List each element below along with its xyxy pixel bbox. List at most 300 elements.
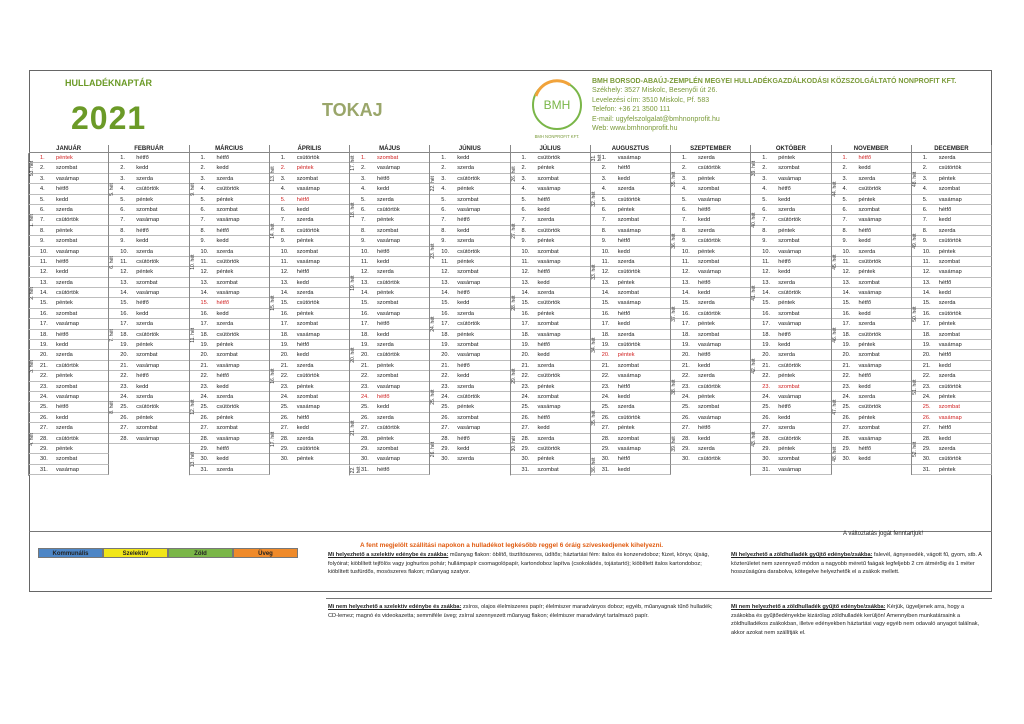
weekday-name: csütörtök bbox=[296, 300, 320, 307]
day-number: 21. bbox=[842, 362, 851, 369]
day-number: 4. bbox=[762, 186, 767, 193]
day-number: 6. bbox=[280, 206, 286, 213]
day-number: 23. bbox=[521, 383, 530, 390]
weekday-name: hétfő bbox=[617, 165, 631, 172]
day-number: 21. bbox=[601, 362, 610, 369]
day-number: 25. bbox=[682, 404, 690, 411]
day-row bbox=[109, 267, 189, 277]
day-number: 30. bbox=[521, 456, 530, 463]
day-number: 28. bbox=[441, 435, 450, 442]
weekday-name: kedd bbox=[296, 206, 309, 213]
weekday-name: szerda bbox=[778, 279, 796, 286]
day-number: 29. bbox=[40, 445, 48, 452]
day-number: 7. bbox=[842, 217, 848, 224]
weekday-name: hétfő bbox=[858, 373, 871, 380]
day-row bbox=[109, 153, 189, 163]
weekday-name: hétfő bbox=[296, 342, 310, 349]
weekday-name: hétfő bbox=[56, 186, 69, 193]
weekday-name: vasárnap bbox=[858, 435, 882, 442]
day-number: 23. bbox=[762, 383, 771, 390]
day-number: 30. bbox=[762, 456, 771, 463]
day-row bbox=[350, 371, 430, 381]
weekday-name: kedd bbox=[537, 206, 550, 213]
day-number: 9. bbox=[922, 238, 928, 245]
weekday-name: vasárnap bbox=[56, 466, 80, 473]
weekday-name: szombat bbox=[698, 258, 720, 265]
weekday-name: hétfő bbox=[56, 258, 69, 265]
day-row bbox=[832, 402, 912, 412]
weekday-name: hétfő bbox=[537, 342, 550, 349]
day-number: 29. bbox=[601, 445, 610, 452]
day-number: 10. bbox=[682, 248, 690, 255]
weekday-name: hétfő bbox=[537, 414, 550, 421]
day-row bbox=[29, 465, 109, 475]
day-number: 18. bbox=[601, 331, 610, 338]
weekday-name: hétfő bbox=[457, 290, 470, 297]
day-row bbox=[29, 319, 109, 329]
day-row bbox=[29, 298, 109, 308]
day-row bbox=[511, 319, 591, 329]
weekday-name: kedd bbox=[858, 456, 871, 463]
day-number: 1. bbox=[200, 155, 206, 161]
weekday-name: szombat bbox=[457, 196, 479, 203]
weekday-name: péntek bbox=[377, 290, 394, 297]
day-number: 16. bbox=[280, 310, 289, 317]
weekday-name: csütörtök bbox=[216, 404, 240, 411]
weekday-name: kedd bbox=[698, 217, 711, 224]
day-number: 23. bbox=[40, 383, 48, 390]
weekday-name: péntek bbox=[698, 175, 715, 182]
week-label: 26. hét bbox=[510, 153, 519, 195]
weekday-name: szerda bbox=[698, 227, 715, 234]
weekday-name: szombat bbox=[778, 310, 800, 317]
info-szelektiv-no bbox=[328, 603, 723, 620]
day-number: 18. bbox=[40, 331, 48, 338]
weekday-name: szerda bbox=[858, 321, 876, 328]
day-number: 16. bbox=[922, 310, 931, 317]
day-row bbox=[270, 361, 350, 371]
week-label: 30. hét bbox=[510, 413, 519, 475]
weekday-name: péntek bbox=[457, 258, 475, 265]
day-number: 2. bbox=[601, 165, 607, 172]
weekday-name: kedd bbox=[216, 456, 229, 463]
weekday-name: vasárnap bbox=[617, 300, 641, 307]
weekday-name: kedd bbox=[136, 383, 149, 390]
day-number: 4. bbox=[521, 186, 527, 193]
day-row bbox=[511, 247, 591, 257]
day-number: 28. bbox=[361, 435, 369, 442]
day-row bbox=[912, 454, 992, 464]
day-row bbox=[751, 330, 831, 340]
weekday-name: kedd bbox=[56, 196, 69, 203]
weekday-name: vasárnap bbox=[296, 186, 320, 193]
week-label: 3. hét bbox=[28, 330, 37, 403]
day-number: 6. bbox=[842, 206, 848, 213]
day-number: 5. bbox=[361, 196, 366, 203]
day-row bbox=[109, 195, 189, 205]
weekday-name: szerda bbox=[457, 383, 475, 390]
day-row bbox=[350, 267, 430, 277]
day-number: 20. bbox=[280, 352, 289, 359]
day-number: 3. bbox=[120, 175, 125, 182]
weekday-name: szombat bbox=[537, 248, 559, 255]
weekday-name: szombat bbox=[136, 279, 158, 286]
day-number: 13. bbox=[601, 279, 610, 286]
weekday-name: szombat bbox=[216, 352, 238, 359]
day-number: 3. bbox=[762, 175, 767, 182]
day-number: 25. bbox=[521, 404, 530, 411]
month-header: NOVEMBER bbox=[832, 145, 912, 153]
day-number: 30. bbox=[601, 456, 610, 463]
weekday-name: szombat bbox=[56, 310, 78, 317]
day-row bbox=[832, 226, 912, 236]
week-label: 36. hét bbox=[670, 205, 679, 278]
day-row bbox=[751, 423, 831, 433]
week-label: 48. hét bbox=[911, 153, 920, 205]
day-row bbox=[511, 267, 591, 277]
day-number: 9. bbox=[361, 238, 366, 245]
day-row bbox=[591, 195, 671, 205]
day-row bbox=[270, 392, 350, 402]
week-label: 49. hét bbox=[911, 205, 920, 278]
day-number: 14. bbox=[280, 290, 289, 297]
day-row bbox=[270, 423, 350, 433]
weekday-name: vasárnap bbox=[698, 269, 722, 276]
weekday-name: hétfő bbox=[216, 445, 229, 452]
weekday-name: szombat bbox=[457, 342, 479, 349]
day-row bbox=[832, 454, 912, 464]
weekday-name: vasárnap bbox=[938, 196, 962, 203]
day-row bbox=[591, 402, 671, 412]
day-row bbox=[109, 319, 189, 329]
day-number: 16. bbox=[842, 310, 851, 317]
weekday-name: csütörtök bbox=[377, 425, 400, 432]
weekday-name: szerda bbox=[698, 155, 715, 161]
day-row bbox=[190, 247, 270, 257]
week-label: 19. hét bbox=[349, 247, 358, 320]
day-row bbox=[430, 454, 510, 464]
day-row bbox=[430, 423, 510, 433]
day-number: 18. bbox=[842, 331, 851, 338]
weekday-name: vasárnap bbox=[698, 196, 722, 203]
day-number: 8. bbox=[682, 227, 687, 234]
day-number: 13. bbox=[521, 279, 530, 286]
svg-text:BMH: BMH bbox=[543, 98, 571, 112]
weekday-name: vasárnap bbox=[136, 217, 160, 224]
day-number: 16. bbox=[601, 310, 610, 317]
day-number: 23. bbox=[361, 383, 369, 390]
day-row bbox=[350, 361, 430, 371]
day-row bbox=[511, 163, 591, 173]
day-number: 1. bbox=[521, 155, 527, 161]
day-number: 20. bbox=[762, 352, 771, 359]
day-number: 22. bbox=[922, 373, 931, 380]
day-row bbox=[430, 163, 510, 173]
day-number: 8. bbox=[200, 227, 206, 234]
day-number: 3. bbox=[922, 175, 928, 182]
weekday-name: vasárnap bbox=[216, 362, 240, 369]
day-number: 12. bbox=[521, 269, 530, 276]
day-number: 22. bbox=[842, 373, 851, 380]
day-number: 14. bbox=[762, 290, 771, 297]
weekday-name: hétfő bbox=[537, 196, 550, 203]
day-number: 19. bbox=[361, 342, 369, 349]
day-row bbox=[190, 454, 270, 464]
weekday-name: szerda bbox=[537, 217, 555, 224]
day-row bbox=[912, 205, 992, 215]
day-row bbox=[912, 319, 992, 329]
weekday-name: kedd bbox=[938, 362, 951, 369]
day-number: 3. bbox=[361, 175, 366, 182]
day-row bbox=[109, 382, 189, 392]
day-row bbox=[912, 257, 992, 267]
weekday-name: csütörtök bbox=[938, 310, 962, 317]
day-number: 27. bbox=[521, 425, 530, 432]
weekday-name: kedd bbox=[56, 414, 69, 421]
week-label: 46. hét bbox=[831, 299, 840, 372]
day-row bbox=[751, 215, 831, 225]
weekday-name: kedd bbox=[377, 331, 390, 338]
weekday-name: vasárnap bbox=[617, 445, 641, 452]
weekday-name: kedd bbox=[136, 165, 149, 172]
day-row bbox=[190, 278, 270, 288]
day-row bbox=[671, 413, 751, 423]
month-column bbox=[190, 145, 270, 475]
week-label: 36. hét bbox=[590, 455, 599, 476]
day-row bbox=[912, 163, 992, 173]
weekday-name: vasárnap bbox=[216, 290, 240, 297]
day-row bbox=[190, 236, 270, 246]
day-number: 3. bbox=[200, 175, 206, 182]
day-number: 5. bbox=[441, 196, 446, 203]
week-label: 39. hét bbox=[670, 423, 679, 465]
day-number: 15. bbox=[361, 300, 369, 307]
weekday-name: kedd bbox=[698, 290, 711, 297]
day-number: 7. bbox=[120, 217, 125, 224]
day-number: 17. bbox=[922, 321, 931, 328]
day-row bbox=[430, 330, 510, 340]
day-row bbox=[912, 382, 992, 392]
weekday-name: hétfő bbox=[216, 227, 229, 234]
day-row bbox=[511, 330, 591, 340]
weekday-name: szombat bbox=[296, 393, 318, 400]
weekday-name: szerda bbox=[136, 393, 154, 400]
day-row bbox=[190, 257, 270, 267]
weekday-name: szombat bbox=[617, 362, 639, 369]
weekday-name: vasárnap bbox=[216, 217, 240, 224]
day-number: 18. bbox=[682, 331, 690, 338]
day-row bbox=[511, 350, 591, 360]
day-number: 20. bbox=[682, 352, 690, 359]
day-row bbox=[671, 454, 751, 464]
weekday-name: szerda bbox=[136, 248, 154, 255]
day-row bbox=[912, 278, 992, 288]
weekday-name: szerda bbox=[56, 352, 73, 359]
day-number: 9. bbox=[521, 238, 527, 245]
weekday-name: csütörtök bbox=[296, 445, 320, 452]
day-number: 18. bbox=[762, 331, 771, 338]
day-row bbox=[511, 236, 591, 246]
day-number: 16. bbox=[120, 310, 129, 317]
weekday-name: csütörtök bbox=[457, 175, 480, 182]
day-row bbox=[591, 174, 671, 184]
day-number: 19. bbox=[762, 342, 771, 349]
weekday-name: péntek bbox=[56, 227, 73, 234]
day-number: 6. bbox=[922, 206, 928, 213]
day-row bbox=[270, 319, 350, 329]
weekday-name: csütörtök bbox=[698, 165, 721, 172]
day-row bbox=[511, 371, 591, 381]
day-number: 30. bbox=[842, 456, 851, 463]
day-number: 11. bbox=[40, 258, 48, 265]
weekday-name: péntek bbox=[296, 310, 314, 317]
month-column bbox=[109, 145, 189, 444]
day-number: 24. bbox=[361, 393, 369, 400]
weekday-name: szombat bbox=[216, 425, 238, 432]
day-number: 11. bbox=[521, 258, 529, 265]
day-number: 10. bbox=[361, 248, 369, 255]
weekday-name: kedd bbox=[617, 466, 630, 473]
info-text: műanyag flakon: öblítő, tisztítószeres, üdítős; háztartási fém: italos és konzervdoboz; füzet, könyv, újság, folyóirat; kiöblített tejfölös vagy joghurtos pohár; hullámpapír csomagolópapír, kartondoboz lapítva (csokoládés, tojástartó); kiöblített italos kartondoboz; kiöblített tusfürdős, mosószeres flakon; műanyag szatyor. bbox=[328, 552, 710, 576]
day-row bbox=[671, 402, 751, 412]
city-name: TOKAJ bbox=[322, 100, 383, 120]
day-number: 18. bbox=[200, 331, 209, 338]
day-row bbox=[430, 278, 510, 288]
week-label: 15. hét bbox=[269, 267, 278, 340]
day-row bbox=[511, 382, 591, 392]
day-row bbox=[511, 298, 591, 308]
weekday-name: péntek bbox=[216, 342, 234, 349]
day-number: 2. bbox=[200, 165, 206, 172]
weekday-name: péntek bbox=[778, 300, 796, 307]
day-number: 10. bbox=[40, 248, 48, 255]
day-row bbox=[109, 205, 189, 215]
day-row bbox=[912, 423, 992, 433]
weekday-name: péntek bbox=[537, 383, 555, 390]
weekday-name: péntek bbox=[617, 279, 635, 286]
weekday-name: hétfő bbox=[296, 196, 310, 203]
day-row bbox=[912, 444, 992, 454]
weekday-name: vasárnap bbox=[136, 290, 160, 297]
weekday-name: péntek bbox=[216, 414, 234, 421]
day-row bbox=[751, 247, 831, 257]
weekday-name: szerda bbox=[216, 248, 234, 255]
day-row bbox=[511, 454, 591, 464]
day-row bbox=[190, 413, 270, 423]
weekday-name: csütörtök bbox=[858, 258, 882, 265]
day-row bbox=[671, 382, 751, 392]
weekday-name: péntek bbox=[377, 435, 394, 442]
weekday-name: szerda bbox=[938, 155, 956, 161]
day-number: 20. bbox=[120, 352, 129, 359]
day-row bbox=[270, 226, 350, 236]
day-row bbox=[671, 350, 751, 360]
weekday-name: kedd bbox=[216, 165, 229, 172]
day-number: 9. bbox=[842, 238, 848, 245]
weekday-name: csütörtök bbox=[617, 414, 641, 421]
day-number: 2. bbox=[521, 165, 527, 172]
day-number: 19. bbox=[682, 342, 690, 349]
day-number: 26. bbox=[200, 414, 209, 421]
day-number: 21. bbox=[200, 362, 209, 369]
day-row bbox=[29, 423, 109, 433]
day-number: 21. bbox=[922, 362, 931, 369]
day-number: 3. bbox=[682, 175, 687, 182]
weekday-name: szerda bbox=[938, 445, 956, 452]
day-number: 1. bbox=[120, 155, 125, 161]
day-row bbox=[109, 174, 189, 184]
svg-text:BMH NONPROFIT KFT.: BMH NONPROFIT KFT. bbox=[534, 134, 580, 139]
day-row bbox=[29, 454, 109, 464]
weekday-name: vasárnap bbox=[537, 331, 561, 338]
day-row bbox=[832, 247, 912, 257]
day-number: 11. bbox=[601, 258, 610, 265]
day-row bbox=[190, 195, 270, 205]
week-label: 50. hét bbox=[911, 278, 920, 351]
day-number: 7. bbox=[40, 217, 45, 224]
weekday-name: vasárnap bbox=[858, 290, 882, 297]
day-row bbox=[190, 174, 270, 184]
day-number: 17. bbox=[601, 321, 610, 328]
day-number: 2. bbox=[922, 165, 928, 172]
day-row bbox=[270, 163, 350, 173]
weekday-name: szerda bbox=[216, 466, 234, 473]
day-row bbox=[912, 465, 992, 475]
weekday-name: vasárnap bbox=[377, 310, 401, 317]
day-row bbox=[190, 205, 270, 215]
day-row bbox=[109, 340, 189, 350]
day-number: 26. bbox=[280, 414, 289, 421]
weekday-name: vasárnap bbox=[778, 466, 802, 473]
day-row bbox=[912, 236, 992, 246]
day-row bbox=[109, 298, 189, 308]
day-row bbox=[270, 382, 350, 392]
day-number: 16. bbox=[521, 310, 530, 317]
day-row bbox=[751, 153, 831, 163]
day-row bbox=[430, 195, 510, 205]
weekday-name: csütörtök bbox=[136, 331, 159, 338]
day-row bbox=[350, 174, 430, 184]
day-row bbox=[270, 205, 350, 215]
month-column bbox=[29, 145, 109, 475]
weekday-name: kedd bbox=[377, 404, 390, 411]
weekday-name: hétfő bbox=[858, 300, 871, 307]
day-row bbox=[751, 371, 831, 381]
day-row bbox=[511, 215, 591, 225]
day-row bbox=[350, 330, 430, 340]
weekday-name: péntek bbox=[377, 362, 394, 369]
day-number: 27. bbox=[200, 425, 209, 432]
day-row bbox=[671, 257, 751, 267]
day-row bbox=[350, 465, 430, 475]
weekday-name: vasárnap bbox=[617, 227, 641, 234]
weekday-name: péntek bbox=[377, 217, 394, 224]
day-row bbox=[511, 174, 591, 184]
day-row bbox=[912, 413, 992, 423]
day-number: 24. bbox=[682, 393, 690, 400]
day-number: 30. bbox=[280, 456, 289, 463]
day-number: 5. bbox=[842, 196, 848, 203]
month-column bbox=[511, 145, 591, 475]
day-number: 30. bbox=[361, 456, 369, 463]
day-number: 17. bbox=[842, 321, 851, 328]
day-number: 1. bbox=[682, 155, 687, 161]
bmh-logo-icon bbox=[526, 76, 588, 142]
weekday-name: péntek bbox=[216, 196, 234, 203]
weekday-name: szerda bbox=[537, 435, 555, 442]
day-row bbox=[591, 350, 671, 360]
weekday-name: vasárnap bbox=[858, 217, 882, 224]
